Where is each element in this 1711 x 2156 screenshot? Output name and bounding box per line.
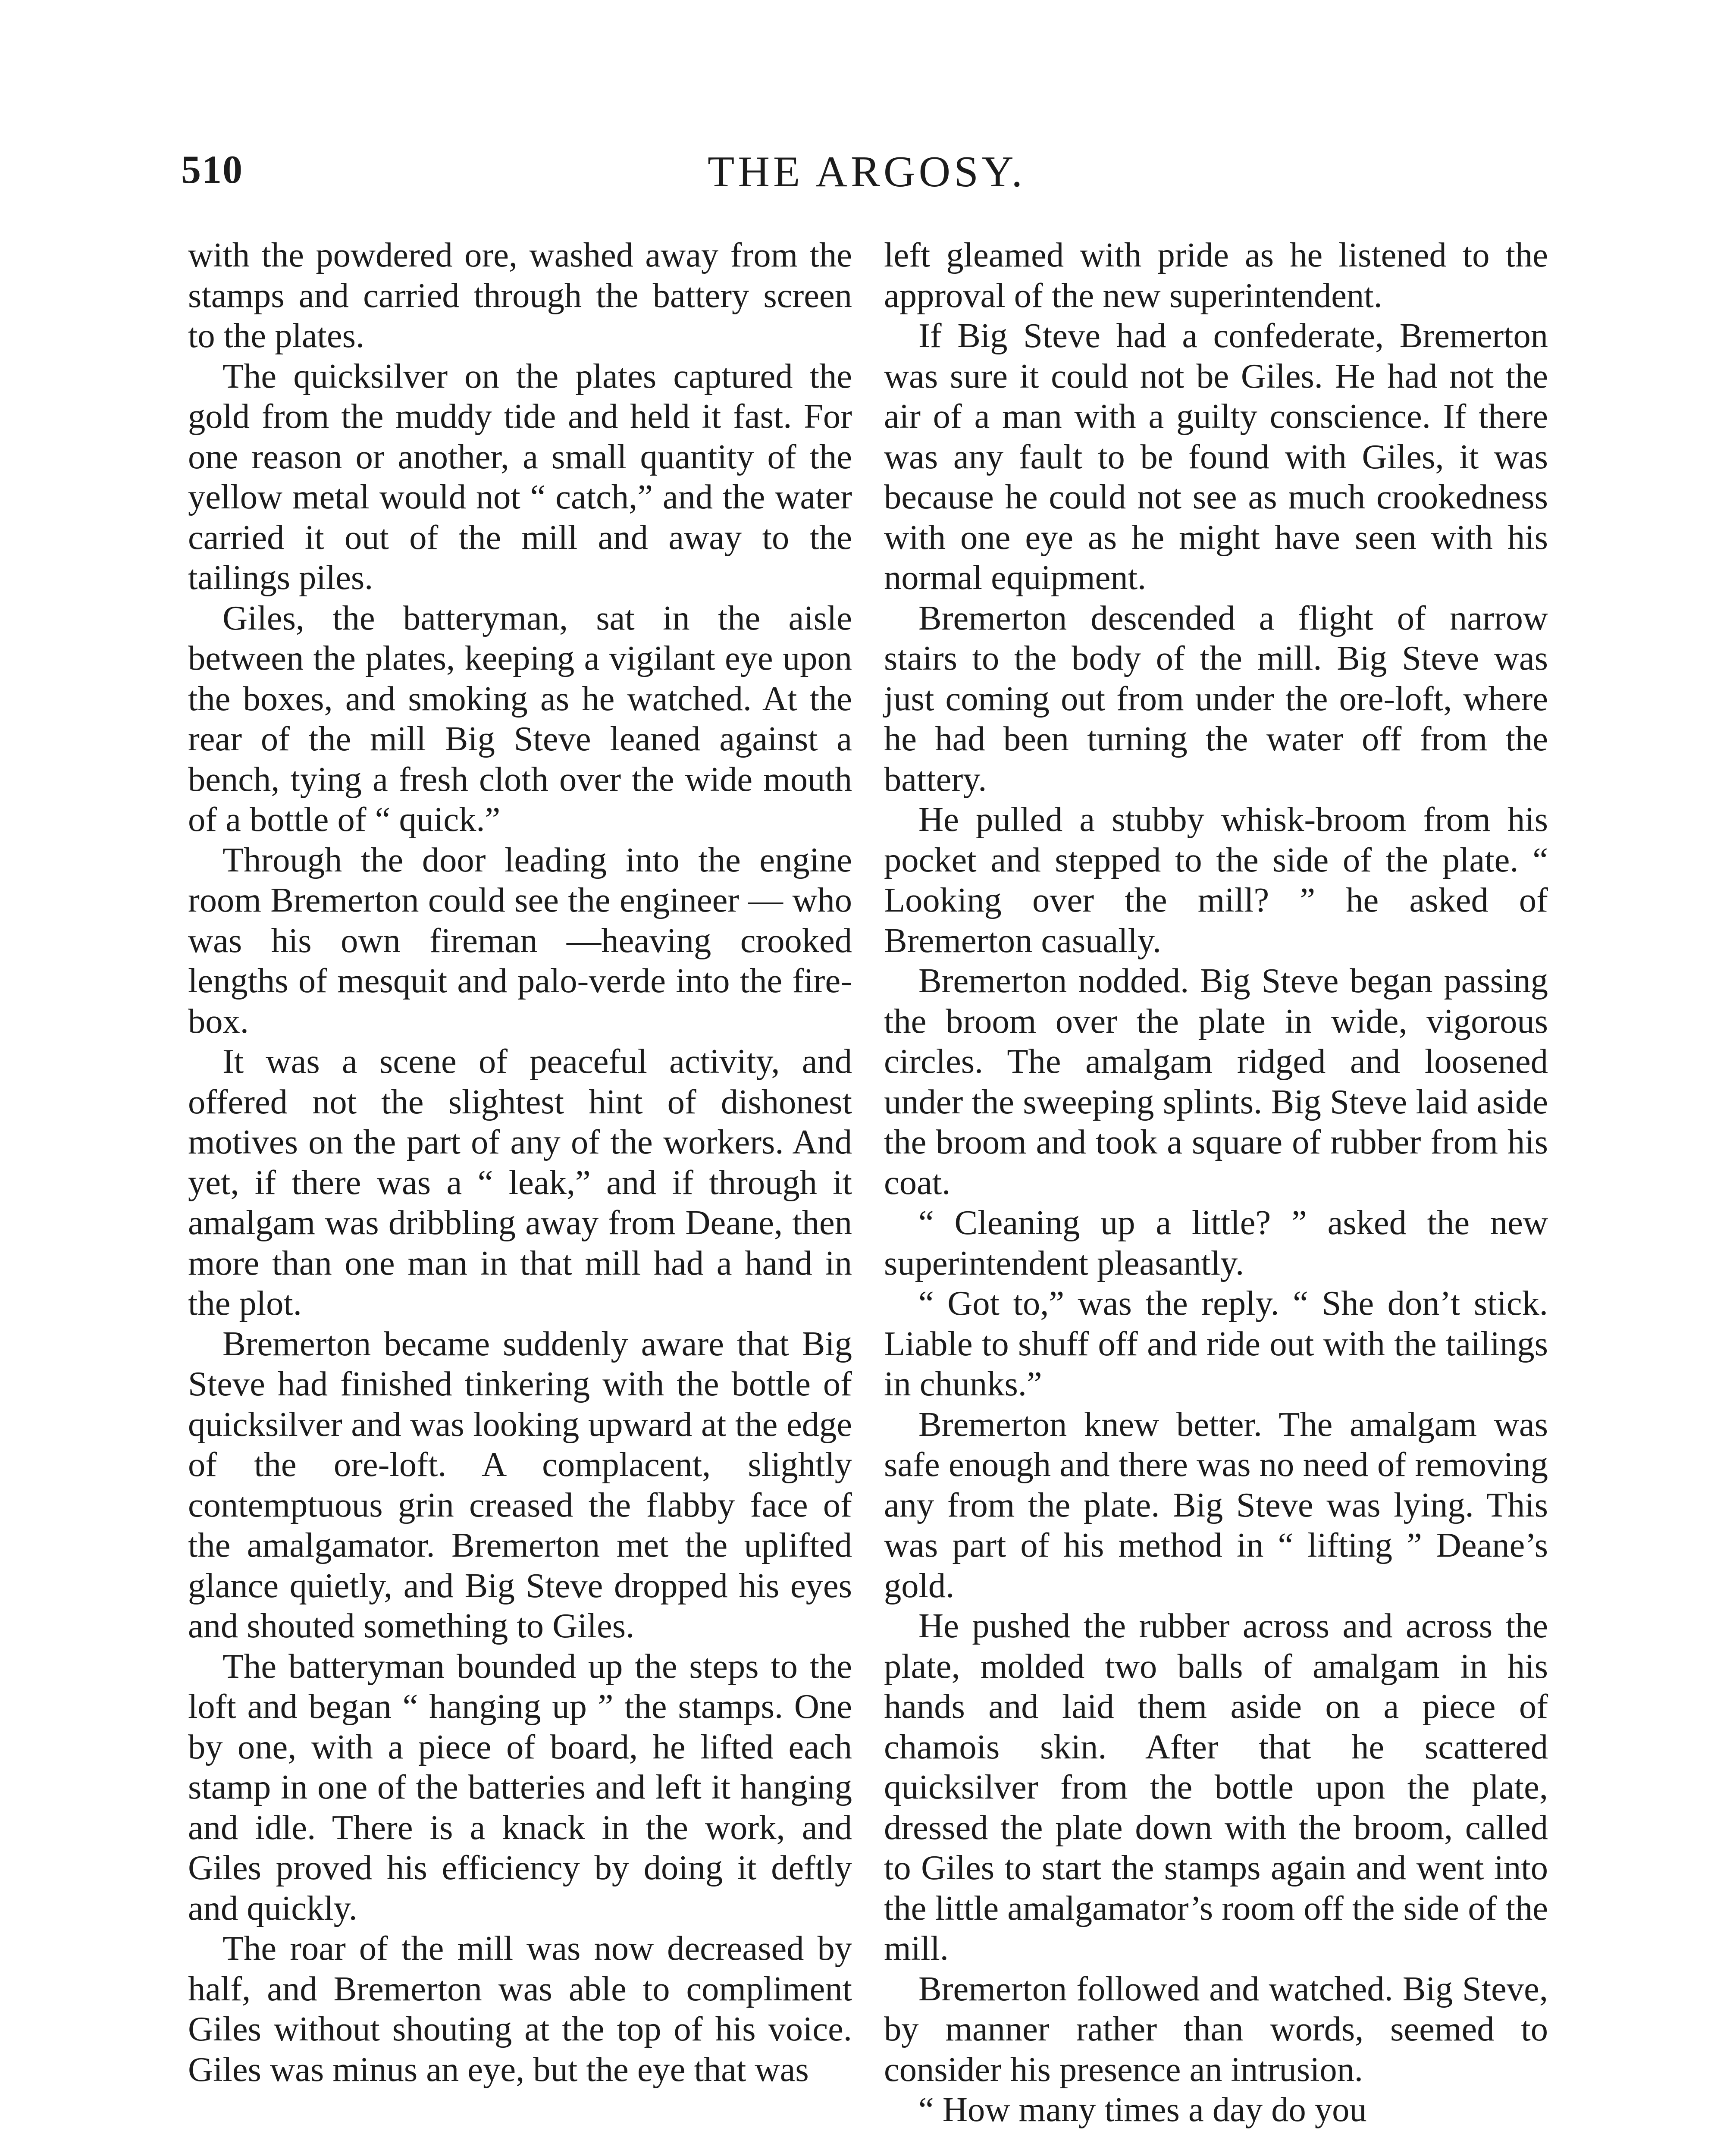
- running-title: THE ARGOSY.: [708, 147, 1026, 196]
- paragraph: The quicksilver on the plates captured the gold from the muddy tide and held it fast. For one reason or another, a small quantity of the yellow metal would not “ catch,” and the water carried it out of the mill and away to the tailings piles.: [188, 357, 852, 597]
- paragraph: Bremerton followed and watched. Big Steve, by manner rather than words, seemed to consider his presence an intrusion.: [884, 1969, 1548, 2089]
- paragraph: Bremerton nodded. Big Steve began passing the broom over the plate in wide, vigorous circles. The amalgam ridged and loosened under the sweeping splints. Big Steve laid aside the broom and took a square of rubber from his coat.: [884, 962, 1548, 1202]
- paragraph: left gleamed with pride as he listened to the approval of the new superintendent.: [884, 236, 1548, 315]
- paragraph: He pushed the rubber across and across the plate, molded two balls of amalgam in his hands and laid them aside on a piece of chamois skin. After that he scattered quicksilver from the bottle upon the plate, dressed the plate down with the broom, called to Giles to start the stamps again and went into the little amalgamator’s room off the side of the mill.: [884, 1607, 1548, 1968]
- paragraph: Bremerton knew better. The amalgam was safe enough and there was no need of removing any from the plate. Big Steve was lying. This was part of his method in “ lifting ” Deane’s gold.: [884, 1405, 1548, 1605]
- right-column: [884, 235, 1548, 2130]
- paragraph: If Big Steve had a confederate, Bremerton was sure it could not be Giles. He had not the air of a man with a guilty conscience. If there was any fault to be found with Giles, it was because he could not see as much crookedness with one eye as he might have seen with his normal equipment.: [884, 317, 1548, 597]
- paragraph: with the powdered ore, washed away from the stamps and carried through the battery screen to the plates.: [188, 236, 852, 355]
- paragraph: The batteryman bounded up the steps to the loft and began “ hanging up ” the stamps. One by one, with a piece of board, he lifted each stamp in one of the batteries and left it hanging and idle. There is a knack in the work, and Giles proved his efficiency by doing it deftly and quickly.: [188, 1647, 852, 1927]
- paragraph: Through the door leading into the engine room Bremerton could see the engineer — who was his own fireman —heaving crooked lengths of mesquit and palo-verde into the fire-box.: [188, 840, 852, 1040]
- page-number: 510: [181, 147, 243, 191]
- paragraph: “ Got to,” was the reply. “ She don’t stick. Liable to shuff off and ride out with the tailings in chunks.”: [884, 1284, 1548, 1403]
- paragraph: He pulled a stubby whisk-broom from his pocket and stepped to the side of the plate. “ Looking over the mill? ” he asked of Bremerton casually.: [884, 800, 1548, 960]
- paragraph: Bremerton became suddenly aware that Big Steve had finished tinkering with the bottle of quicksilver and was looking upward at the edge of the ore-loft. A complacent, slightly contemptuous grin creased the flabby face of the amalgamator. Bremerton met the uplifted glance quietly, and Big Steve dropped his eyes and shouted something to Giles.: [188, 1324, 852, 1645]
- paragraph: Giles, the batteryman, sat in the aisle between the plates, keeping a vigilant eye upon the boxes, and smoking as he watched. At the rear of the mill Big Steve leaned against a bench, tying a fresh cloth over the wide mouth of a bottle of “ quick.”: [188, 599, 852, 839]
- paragraph: It was a scene of peaceful activity, and offered not the slightest hint of dishonest motives on the part of any of the workers. And yet, if there was a “ leak,” and if through it amalgam was dribbling away from Deane, then more than one man in that mill had a hand in the plot.: [188, 1042, 852, 1322]
- paragraph: Bremerton descended a flight of narrow stairs to the body of the mill. Big Steve was just coming out from under the ore-loft, where he had been turning the water off from the battery.: [884, 599, 1548, 799]
- paragraph: The roar of the mill was now decreased by half, and Bremerton was able to compliment Giles without shouting at the top of his voice. Giles was minus an eye, but the eye that was: [188, 1929, 852, 2089]
- paragraph: “ How many times a day do you: [918, 2090, 1367, 2129]
- left-column: [188, 235, 852, 2090]
- page-header: [181, 147, 1552, 211]
- paragraph: “ Cleaning up a little? ” asked the new superintendent pleasantly.: [884, 1203, 1548, 1282]
